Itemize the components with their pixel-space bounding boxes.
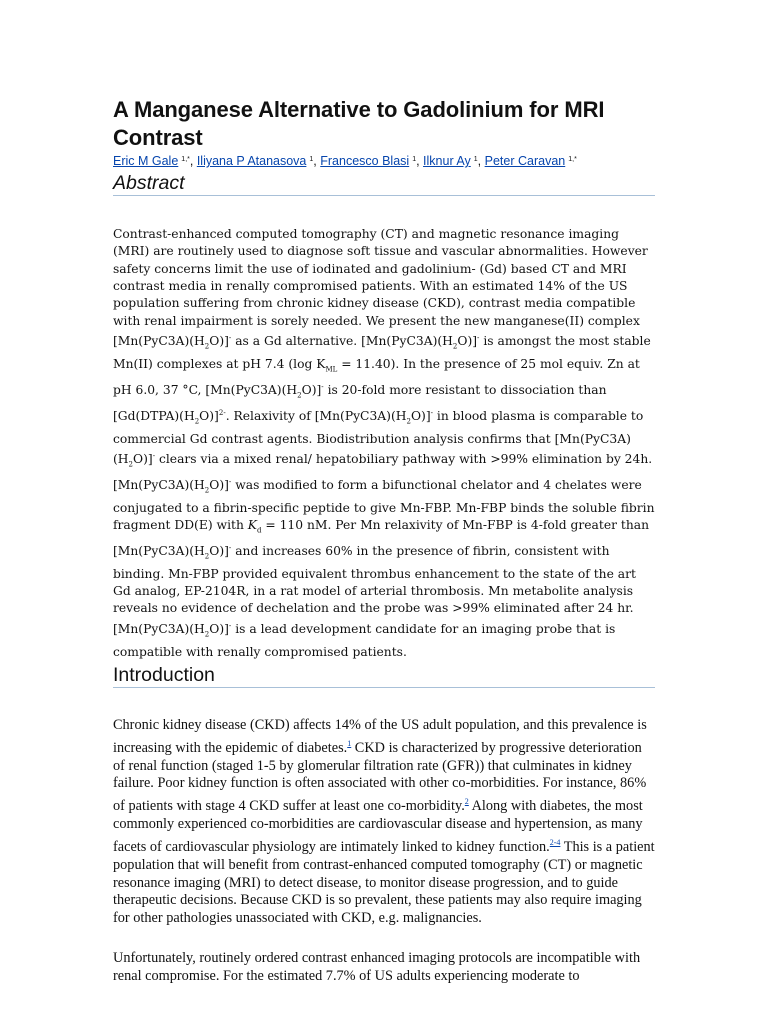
- author-list: Eric M Gale $^{1,*}$, Iliyana P Atanasova $^1$, Francesco Blasi $^1$, Ilknur Ay $^1$, Peter Caravan $^{1,*}$: [113, 154, 577, 168]
- abstract-text: Contrast-enhanced computed tomography (CT) and magnetic resonance imaging (MRI) are routinely used to diagnose soft tissue and vascular abnormalities. However safety concerns limit the use of iodinated and gadolinium- (Gd) based CT and MRI contrast media in renally compromised patients. With an estimated 14% of the US population suffering from chronic kidney disease (CKD), contrast media compatible with renal impairment is sorely needed. We present the new manganese(II) complex $[Mn(PyC3A)(H_2O)]^-$ as a Gd alternative. $[Mn(PyC3A)(H_2O)]^-$ is amongst the most stable Mn(II) complexes at pH 7.4 (log $K_{ML} = 11.40$). In the presence of 25 mol equiv. Zn at pH 6.0, 37 °C, $[Mn(PyC3A)(H_2O)]^-$ is 20-fold more resistant to dissociation than $[Gd(DTPA)(H_2O)]^{2-}$. Relaxivity of $[Mn(PyC3A)(H_2O)]^-$ in blood plasma is comparable to commercial Gd contrast agents. Biodistribution analysis confirms that $[Mn(PyC3A)(H_2O)]^-$ clears via a mixed renal/ hepatobiliary pathway with >99% elimination by 24h. $[Mn(PyC3A)(H_2O)]^-$ was modified to form a bifunctional chelator and 4 chelates were conjugated to a fibrin-specific peptide to give Mn-FBP. Mn-FBP binds the soluble fibrin fragment DD(E) with $K_d = 110$ nM. Per Mn relaxivity of Mn-FBP is 4-fold greater than $[Mn(PyC3A)(H_2O)]^-$ and increases 60% in the presence of fibrin, consistent with binding. Mn-FBP provided equivalent thrombus enhancement to the state of the art Gd analog, EP-2104R, in a rat model of arterial thrombosis. Mn metabolite analysis reveals no evidence of dechelation and the probe was >99% eliminated after 24 hr. $[Mn(PyC3A)(H_2O)]^-$ is a lead development candidate for an imaging probe that is compatible with renally compromised patients.: [113, 227, 655, 659]
- author-link[interactable]: Eric M Gale: [113, 154, 179, 168]
- citation-link[interactable]: 2-4: [549, 837, 561, 847]
- author-affiliation: 1: [412, 156, 417, 163]
- author-affiliation: 1: [473, 156, 478, 163]
- author-link[interactable]: Ilknur Ay: [423, 154, 471, 168]
- intro-paragraph: Chronic kidney disease (CKD) affects 14% of the US adult population, and this prevalence is increasing with the epidemic of diabetes.$^1$ CKD is characterized by progressive deterioration of renal function (staged 1-5 by glomerular filtration rate (GFR)) that culminates in kidney failure. Poor kidney function is often associated with other co-morbidities. For instance, 86% of patients with stage 4 CKD suffer at least one co-morbidity.$^2$ Along with diabetes, the most commonly experienced co-morbidities are cardiovascular disease and hypertension, as many facets of cardiovascular physiology are intimately linked to kidney function.$^{2-4}$ This is a patient population that will benefit from contrast-enhanced computed tomography (CT) or magnetic resonance imaging (MRI) to detect disease, to monitor disease progression, and to guide therapeutic decisions. Because CKD is so prevalent, these patients may also require imaging for other pathologies unassociated with CKD, e.g. malignancies.: [113, 716, 655, 927]
- author-affiliation: 1: [309, 156, 314, 163]
- section-divider: [113, 195, 655, 196]
- citation-link[interactable]: 1: [347, 738, 352, 748]
- article: [113, 96, 655, 986]
- author-link[interactable]: Francesco Blasi: [320, 154, 410, 168]
- author-link[interactable]: Iliyana P Atanasova: [196, 154, 307, 168]
- introduction-heading: Introduction: [113, 663, 215, 686]
- section-divider: [113, 687, 655, 688]
- citation-link[interactable]: 2: [464, 797, 469, 807]
- author-affiliation: 1,*: [568, 156, 577, 163]
- article-title: A Manganese Alternative to Gadolinium for MRI Contrast: [113, 97, 605, 150]
- intro-paragraph: Unfortunately, routinely ordered contrast enhanced imaging protocols are incompatible with renal compromise. For the estimated 7.7% of US adults experiencing moderate to: [113, 950, 641, 985]
- abstract-heading: Abstract: [113, 172, 185, 194]
- author-affiliation: 1,*: [181, 156, 190, 163]
- author-link[interactable]: Peter Caravan: [484, 154, 566, 168]
